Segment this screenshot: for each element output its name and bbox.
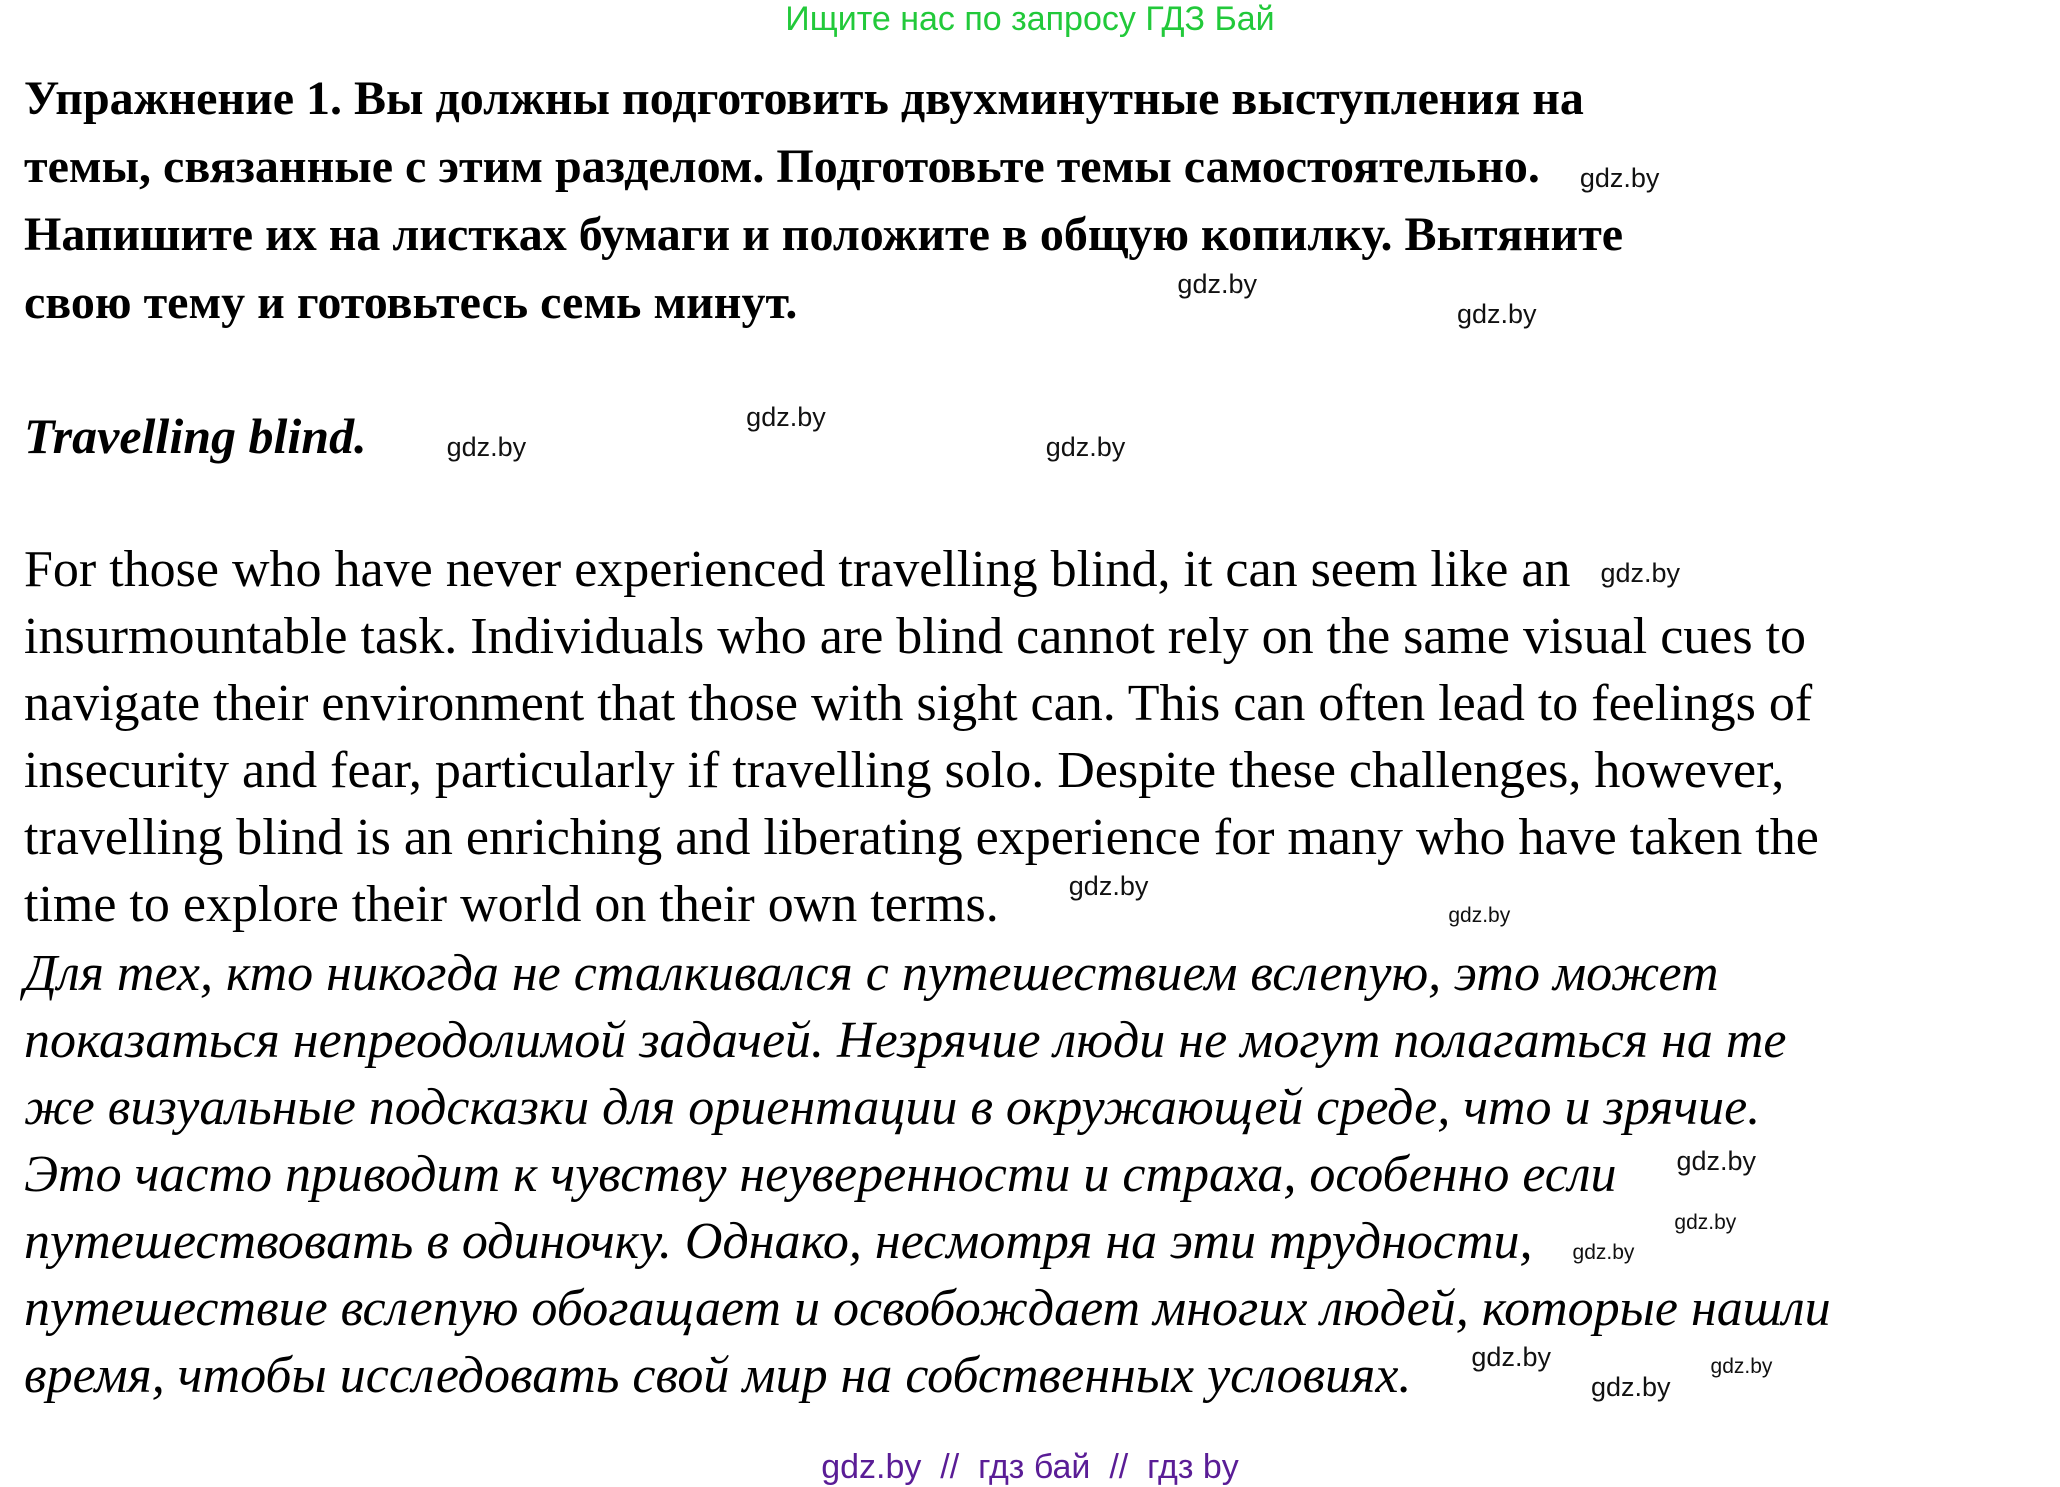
watermark: gdz.by bbox=[1177, 269, 1257, 299]
watermark: gdz.by bbox=[1676, 1146, 1757, 1176]
paragraph-row bbox=[24, 1074, 1831, 1141]
watermark: gdz.by bbox=[1600, 558, 1681, 588]
paragraph-row bbox=[24, 603, 1819, 670]
paragraph-row bbox=[24, 940, 1831, 1007]
watermark: gdz.by bbox=[1590, 1372, 1671, 1402]
paragraph-row bbox=[24, 1275, 1831, 1342]
paragraph-line: travelling blind is an enriching and liberating experience for many who have taken the bbox=[24, 809, 1819, 866]
text-title-row bbox=[24, 402, 1125, 470]
paragraph-row bbox=[24, 737, 1819, 804]
heading-line: Напишите их на листках бумаги и положите в общую копилку. Вытяните bbox=[24, 208, 1624, 261]
watermark: gdz.by bbox=[1045, 432, 1126, 462]
paragraph-line: navigate their environment that those with sight can. This can often lead to feelings of bbox=[24, 675, 1813, 732]
paragraph-row bbox=[24, 670, 1819, 737]
heading-row bbox=[24, 65, 1659, 133]
exercise-heading bbox=[24, 65, 1659, 337]
watermark: gdz.by bbox=[1710, 1355, 1773, 1378]
paragraph-line: insecurity and fear, particularly if travelling solo. Despite these challenges, however, bbox=[24, 742, 1785, 799]
heading-row bbox=[24, 269, 1659, 337]
paragraph-line: insurmountable task. Individuals who are blind cannot rely on the same visual cues to bbox=[24, 608, 1807, 665]
watermark: gdz.by bbox=[1068, 871, 1149, 901]
heading-row bbox=[24, 133, 1659, 201]
paragraph-row bbox=[24, 1007, 1831, 1074]
watermark: gdz.by bbox=[446, 432, 527, 462]
watermark: gdz.by bbox=[1572, 1241, 1635, 1264]
russian-translation bbox=[24, 940, 1831, 1409]
watermark: gdz.by bbox=[1456, 299, 1537, 329]
title-row bbox=[24, 402, 1125, 470]
footer-links: gdz.by // гдз бай // гдз by bbox=[821, 1448, 1239, 1486]
paragraph-line: показаться непреодолимой задачей. Незрячие люди не могут полагаться на те bbox=[24, 1012, 1787, 1069]
english-paragraph bbox=[24, 536, 1819, 938]
paragraph-line: путешествие вслепую обогащает и освобождает многих людей, которые нашли bbox=[24, 1280, 1831, 1337]
watermark: gdz.by bbox=[746, 402, 826, 432]
paragraph-row bbox=[24, 1342, 1831, 1409]
heading-line: темы, связанные с этим разделом. Подготовьте темы самостоятельно. bbox=[24, 140, 1540, 193]
watermark: gdz.by bbox=[1579, 163, 1660, 193]
watermark: gdz.by bbox=[1471, 1342, 1551, 1372]
heading-line: свою тему и готовьтесь семь минут. bbox=[24, 276, 798, 329]
paragraph-line: же визуальные подсказки для ориентации в окружающей среде, что и зрячие. bbox=[24, 1079, 1761, 1136]
paragraph-row bbox=[24, 536, 1819, 603]
search-banner: Ищите нас по запросу ГДЗ Бай bbox=[785, 0, 1275, 38]
paragraph-line: время, чтобы исследовать свой мир на собственных условиях. bbox=[24, 1347, 1412, 1404]
paragraph-line: Это часто приводит к чувству неуверенности и страха, особенно если bbox=[24, 1146, 1617, 1203]
paragraph-line: time to explore their world on their own terms. bbox=[24, 876, 999, 933]
paragraph-line: Для тех, кто никогда не сталкивался с путешествием вслепую, это может bbox=[24, 945, 1719, 1002]
heading-row bbox=[24, 201, 1659, 269]
paragraph-row bbox=[24, 1208, 1831, 1275]
paragraph-line: For those who have never experienced travelling blind, it can seem like an bbox=[24, 541, 1571, 598]
paragraph-line: путешествовать в одиночку. Однако, несмотря на эти трудности, bbox=[24, 1213, 1533, 1270]
paragraph-row bbox=[24, 1141, 1831, 1208]
text-title: Travelling blind. bbox=[24, 408, 367, 464]
watermark: gdz.by bbox=[1448, 904, 1511, 927]
paragraph-row bbox=[24, 804, 1819, 871]
heading-line: Упражнение 1. Вы должны подготовить двухминутные выступления на bbox=[24, 72, 1584, 125]
paragraph-row bbox=[24, 871, 1819, 938]
watermark: gdz.by bbox=[1674, 1211, 1737, 1234]
